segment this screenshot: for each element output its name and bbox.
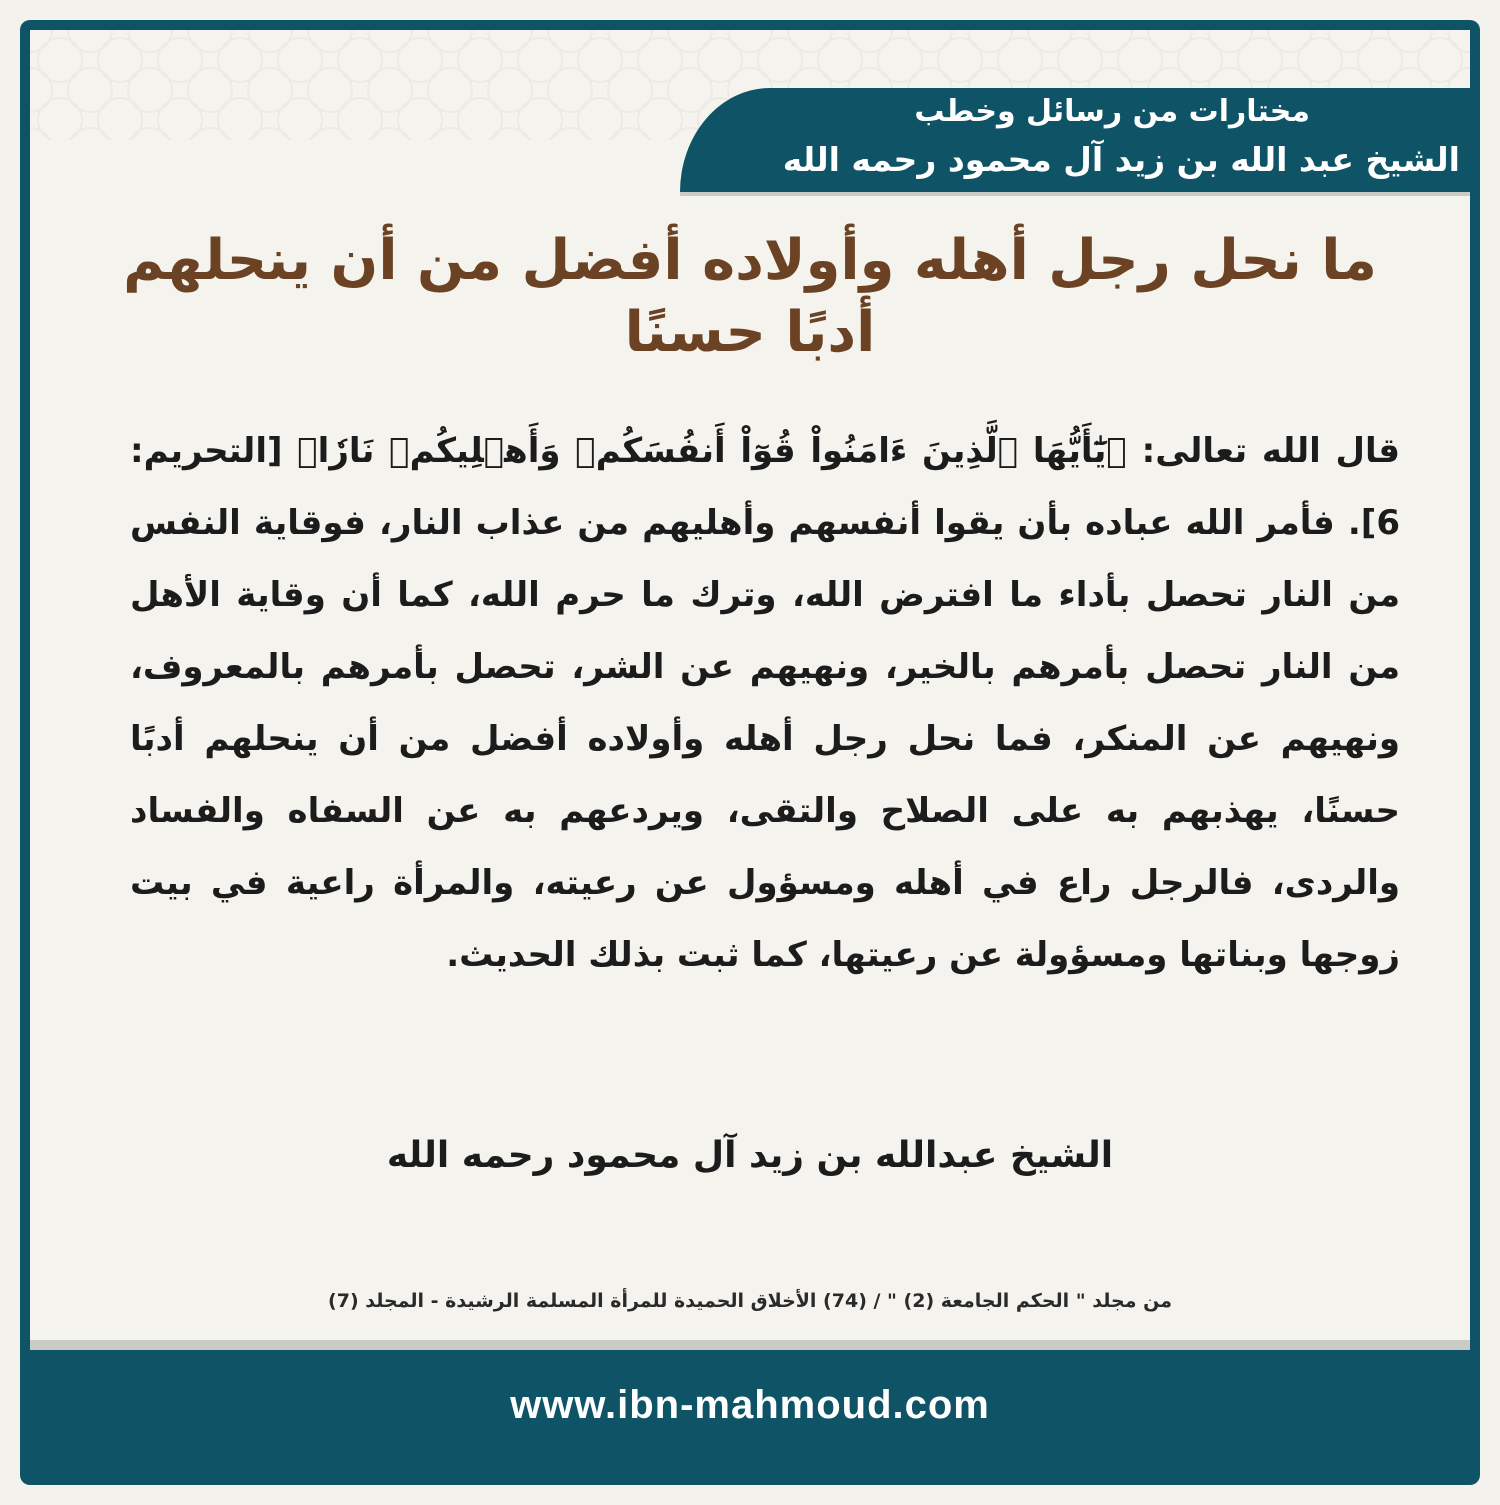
quran-verse: ﴿يَٰٓأَيُّهَا ٱلَّذِينَ ءَامَنُواْ قُوٓاْ أَنفُسَكُمۡ وَأَهۡلِيكُمۡ نَارٗا﴾ <box>297 431 1127 471</box>
page-title <box>120 225 1380 369</box>
header-author: الشيخ عبد الله بن زيد آل محمود رحمه الله <box>782 140 1460 179</box>
website-link[interactable]: www.ibn-mahmoud.com <box>510 1383 990 1427</box>
content-panel <box>30 30 1470 1350</box>
author-signature: الشيخ عبدالله بن زيد آل محمود رحمه الله <box>386 1135 1114 1176</box>
footer <box>20 1355 1480 1485</box>
source-citation: من مجلد " الحكم الجامعة (2) " / (74) الأخلاق الحميدة للمرأة المسلمة الرشيدة - المجلد (7) <box>328 1290 1172 1312</box>
divider <box>30 1340 1470 1350</box>
quote-intro: قال الله تعالى: <box>1141 431 1401 471</box>
title-line-1: ما نحل رجل أهله وأولاده أفضل من أن ينحلهم <box>123 228 1377 293</box>
article-body <box>130 415 1400 991</box>
title-line-2: أدبًا حسنًا <box>624 300 876 365</box>
header-subtitle: مختارات من رسائل وخطب <box>914 94 1310 129</box>
header-banner <box>680 88 1470 192</box>
card-frame <box>20 20 1480 1485</box>
article-text: [التحريم: 6]. فأمر الله عباده بأن يقوا أنفسهم وأهليهم من عذاب النار، فوقاية النفس من النار تحصل بأداء ما افترض الله، وترك ما حرم الله، كما أن وقاية الأهل من النار تحصل بأمرهم بالخير، ونهيهم عن الشر، تحصل بأمرهم بالمعروف، ونهيهم عن المنكر، فما نحل رجل أهله وأولاده أفضل من أن ينحلهم أدبًا حسنًا، يهذبهم به على الصلاح والتقى، ويردعهم به عن السفاه والفساد والردى، فالرجل راع في أهله ومسؤول عن رعيته، والمرأة راعية في بيت زوجها وبناتها ومسؤولة عن رعيتها، كما ثبت بذلك الحديث. <box>130 431 1400 975</box>
